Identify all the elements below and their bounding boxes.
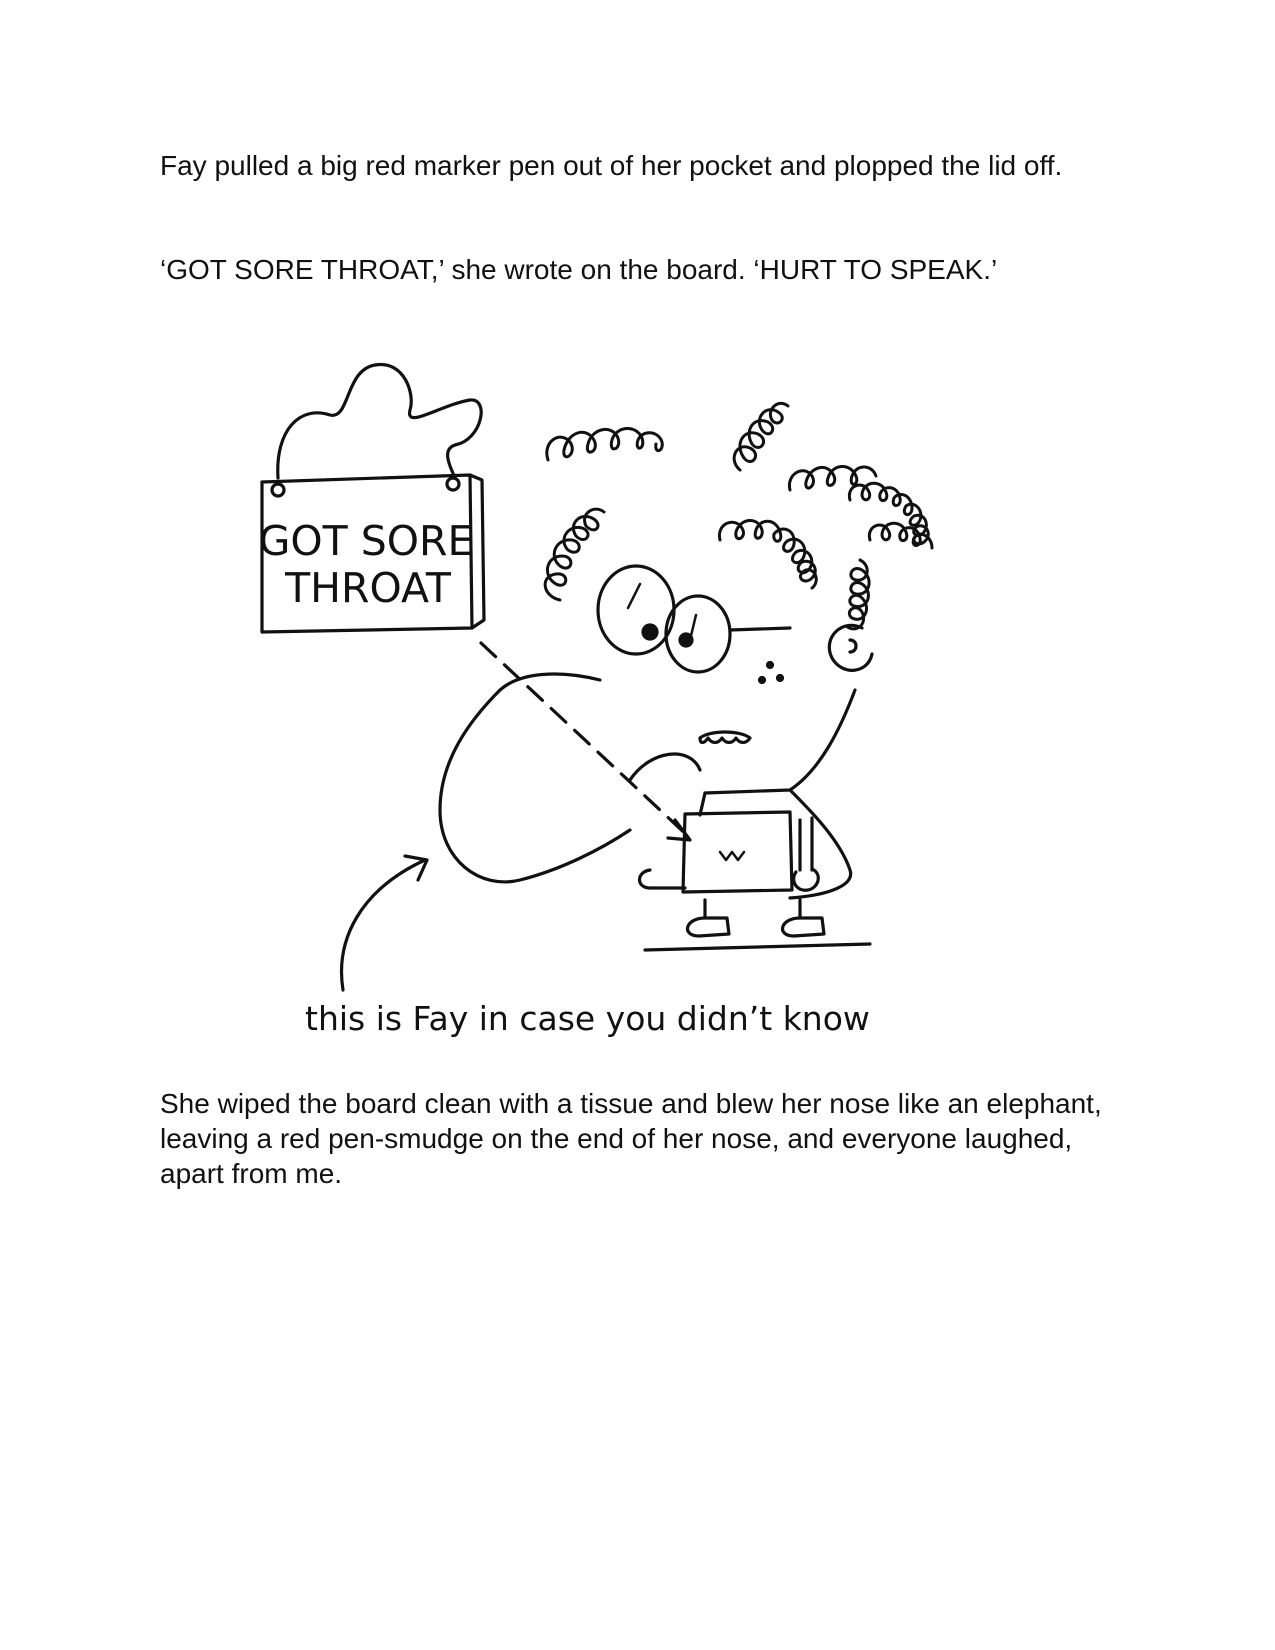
mouth bbox=[700, 732, 750, 743]
glasses-arm bbox=[730, 628, 790, 630]
dashed-arrow bbox=[481, 643, 690, 838]
feet bbox=[688, 900, 729, 936]
ear bbox=[829, 625, 872, 670]
right-eye bbox=[666, 596, 730, 672]
sign-text-line2: THROAT bbox=[285, 564, 451, 612]
paragraph-wiped-board: She wiped the board clean with a tissue and blew her nose like an elephant, leaving a red pen-smudge on the end of her nose, and everyone laughed, apart from me. bbox=[160, 1088, 1102, 1189]
sign-text-line1: GOT SORE bbox=[258, 517, 474, 565]
fay-body bbox=[640, 790, 871, 950]
left-eye bbox=[598, 566, 674, 654]
curved-arrow bbox=[342, 860, 425, 990]
fay-illustration bbox=[240, 310, 1040, 1050]
nose bbox=[440, 674, 630, 882]
fay-face bbox=[440, 566, 872, 882]
paragraph-marker-pen: Fay pulled a big red marker pen out of her pocket and plopped the lid off. bbox=[160, 150, 1063, 181]
sign-string bbox=[278, 365, 481, 478]
paragraph-board-message: ‘GOT SORE THROAT,’ she wrote on the board. ‘HURT TO SPEAK.’ bbox=[160, 254, 998, 285]
sign bbox=[259, 365, 484, 632]
hand bbox=[800, 818, 812, 870]
ground bbox=[645, 944, 870, 950]
hair-curls bbox=[545, 403, 932, 628]
whiteboard bbox=[683, 812, 792, 892]
caption: this is Fay in case you didn’t know bbox=[305, 999, 870, 1038]
